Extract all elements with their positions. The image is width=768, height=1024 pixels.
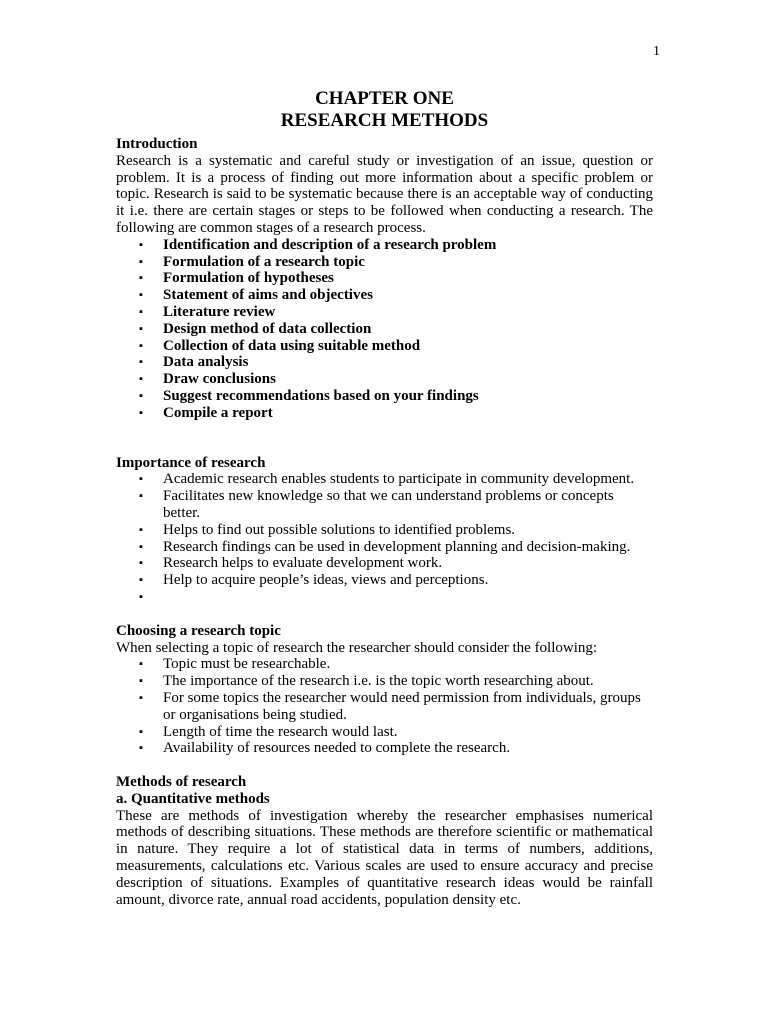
- list-item-text: The importance of the research i.e. is the topic worth researching about.: [163, 673, 594, 690]
- bullet-icon: ▪: [139, 255, 143, 268]
- bullet-icon: ▪: [139, 691, 143, 704]
- bullet-icon: ▪: [139, 675, 143, 688]
- list-item: [139, 371, 653, 388]
- list-item: [139, 723, 653, 741]
- bullet-icon: ▪: [139, 389, 143, 402]
- list-item: [139, 354, 653, 371]
- list-item: [139, 656, 653, 673]
- choosing-topic-heading: Choosing a research topic: [116, 622, 281, 639]
- list-item-text: Design method of data collection: [163, 320, 372, 337]
- bullet-icon: ▪: [139, 373, 143, 386]
- bullet-icon: ▪: [139, 540, 143, 553]
- bullet-icon: ▪: [139, 339, 143, 352]
- list-item-text: Statement of aims and objectives: [163, 287, 373, 304]
- bullet-icon: ▪: [139, 473, 143, 486]
- list-item: [139, 673, 653, 690]
- list-item: [139, 471, 653, 488]
- list-item: [139, 253, 653, 271]
- chapter-number: CHAPTER ONE: [315, 88, 454, 109]
- importance-heading: Importance of research: [116, 454, 266, 471]
- list-item-text: Literature review: [163, 303, 276, 320]
- list-item-text: Academic research enables students to participate in community development.: [163, 471, 635, 488]
- list-item-text: Availability of resources needed to complete the research.: [163, 740, 511, 757]
- quantitative-methods-paragraph: These are methods of investigation whereby the researcher emphasises numerical methods of describing situations. These methods are therefore scientific or mathematical in nature. They require a lot of statistical data in terms of numbers, additions, measurements, calculations etc. Various scales are used to ensure accuracy and precise description of situations. Examples of quantitative research ideas would be rainfall amount, divorce rate, annual road accidents, population density etc.: [116, 807, 653, 908]
- bullet-icon: ▪: [139, 725, 143, 738]
- list-item-text: Compile a report: [163, 404, 273, 421]
- bullet-icon: ▪: [139, 490, 143, 503]
- list-item: [139, 404, 653, 422]
- bullet-icon: ▪: [139, 574, 143, 587]
- list-item: [139, 488, 653, 522]
- list-item: [139, 270, 653, 287]
- bullet-icon: ▪: [139, 557, 143, 570]
- bullet-icon: ▪: [139, 289, 143, 302]
- bullet-icon: ▪: [139, 272, 143, 285]
- bullet-icon: ▪: [139, 305, 143, 318]
- bullet-icon: ▪: [139, 356, 143, 369]
- list-item-text: Help to acquire people’s ideas, views and perceptions.: [163, 572, 489, 589]
- list-item: [139, 287, 653, 304]
- list-item: [139, 387, 653, 405]
- page-content: [116, 88, 653, 908]
- introduction-paragraph: Research is a systematic and careful study or investigation of an issue, question or problem. It is a process of finding out more information about a specific problem or topic. Research is said to be systematic because there is an acceptable way of conducting it i.e. there are certain stages or steps to be followed when conducting a research. The following are common stages of a research process.: [116, 152, 653, 236]
- introduction-heading: Introduction: [116, 136, 198, 152]
- list-item-text: Identification and description of a research problem: [163, 236, 497, 253]
- chapter-title: [116, 88, 653, 132]
- importance-list: [116, 471, 653, 605]
- bullet-icon: ▪: [139, 406, 143, 419]
- list-item: [139, 572, 653, 589]
- list-item: [139, 236, 653, 254]
- list-item-text: Collection of data using suitable method: [163, 337, 421, 354]
- list-item-text: Facilitates new knowledge so that we can understand problems or concepts better.: [163, 488, 614, 521]
- list-item: [139, 521, 653, 539]
- choosing-topic-intro: When selecting a topic of research the researcher should consider the following:: [116, 639, 598, 656]
- research-stages-list: [116, 237, 653, 422]
- bullet-icon: ▪: [139, 742, 143, 755]
- list-item-text: Formulation of a research topic: [163, 253, 365, 270]
- list-item: [139, 538, 653, 556]
- bullet-icon: ▪: [139, 590, 143, 603]
- list-item-text: Draw conclusions: [163, 371, 276, 388]
- choosing-topic-list: [116, 656, 653, 757]
- list-item: [139, 740, 653, 757]
- bullet-icon: ▪: [139, 523, 143, 536]
- bullet-icon: ▪: [139, 658, 143, 671]
- list-item: [139, 689, 653, 724]
- quantitative-methods-heading: a. Quantitative methods: [116, 790, 270, 807]
- list-item-text: Length of time the research would last.: [163, 723, 398, 740]
- list-item-text: Suggest recommendations based on your findings: [163, 387, 479, 404]
- list-item-text: Topic must be researchable.: [163, 656, 331, 673]
- list-item: [139, 589, 653, 606]
- list-item-text: Data analysis: [163, 354, 249, 371]
- list-item-text: For some topics the researcher would need permission from individuals, groups or organisations being studied.: [163, 689, 641, 723]
- methods-heading: Methods of research: [116, 774, 247, 791]
- list-item: [139, 555, 653, 572]
- list-item-text: Research helps to evaluate development work.: [163, 555, 443, 572]
- list-item: [139, 320, 653, 338]
- list-item: [139, 337, 653, 355]
- chapter-name: RESEARCH METHODS: [280, 110, 489, 131]
- list-item-text: Research findings can be used in development planning and decision-making.: [163, 538, 631, 555]
- list-item-text: Formulation of hypotheses: [163, 270, 334, 287]
- page-number: 1: [653, 44, 660, 59]
- bullet-icon: ▪: [139, 238, 143, 251]
- list-item-text: Helps to find out possible solutions to identified problems.: [163, 521, 516, 538]
- bullet-icon: ▪: [139, 322, 143, 335]
- list-item: [139, 303, 653, 321]
